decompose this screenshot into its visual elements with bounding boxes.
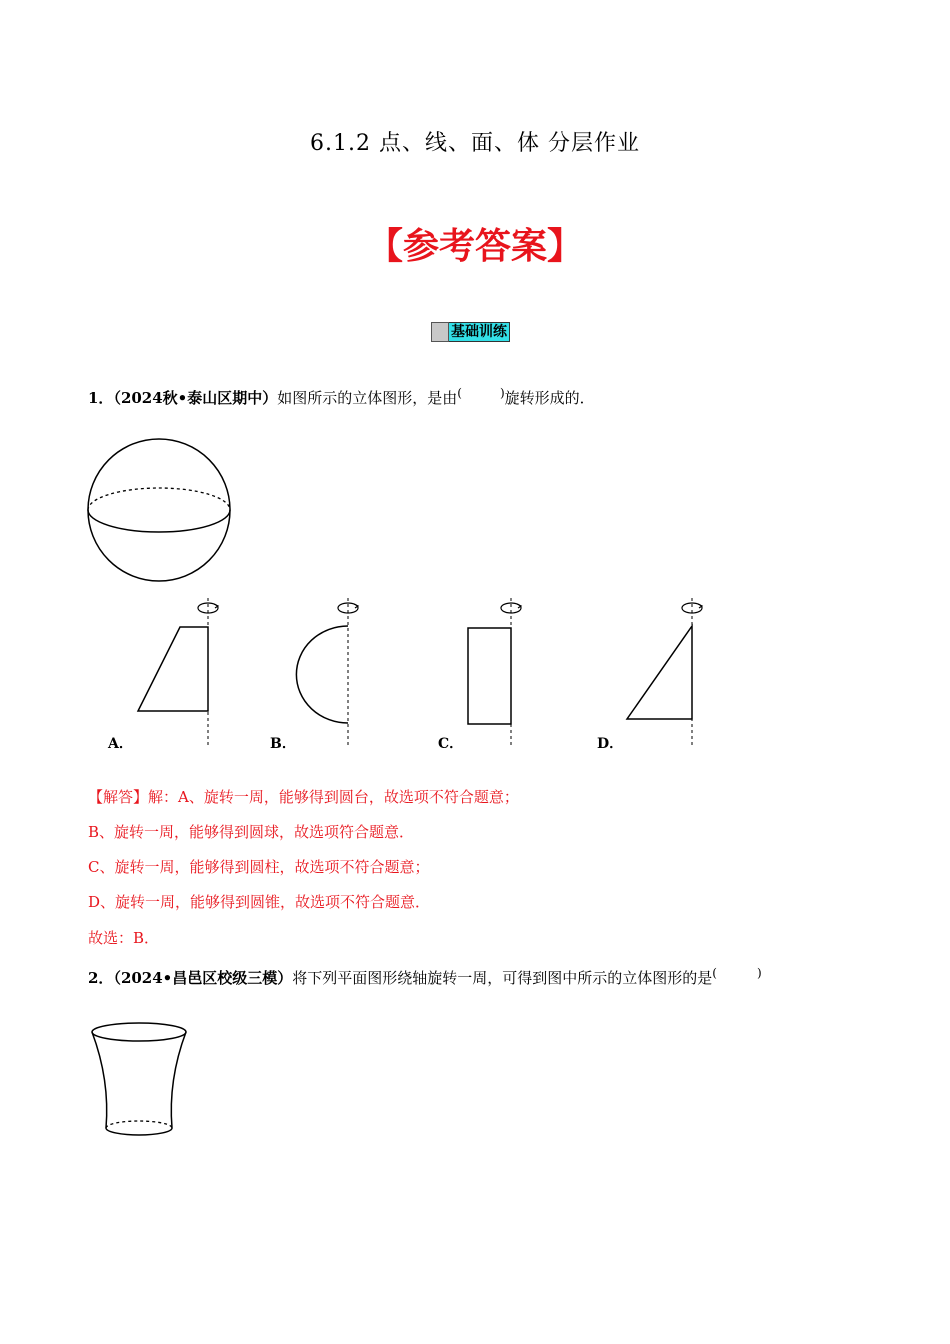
section-tag-marker <box>431 322 449 342</box>
solution-line-2: B、旋转一周，能够得到圆球，故选项符合题意． <box>88 823 415 841</box>
solution-line-4: D、旋转一周，能够得到圆锥，故选项不符合题意． <box>88 893 431 911</box>
question-2-paren-open: ( <box>712 966 717 980</box>
page-title: 6.1.2 点、线、面、体 分层作业 <box>310 131 640 156</box>
answer-heading: 【参考答案】 <box>366 226 583 267</box>
option-a-figure <box>130 596 240 751</box>
question-1-number: 1． <box>88 389 114 407</box>
question-2-text: 将下列平面图形绕轴旋转一周，可得到图中所示的立体图形的是 <box>292 969 713 987</box>
solution-line-3: C、旋转一周，能够得到圆柱，故选项不符合题意； <box>88 858 430 876</box>
question-2-number: 2． <box>88 969 114 987</box>
question-1-text: 如图所示的立体图形，是由 <box>277 389 458 407</box>
question-2-paren-close: ) <box>756 966 762 980</box>
cup-figure <box>86 1018 196 1142</box>
option-c-figure <box>460 596 540 751</box>
question-1-paren-open: ( <box>457 386 462 400</box>
question-1-paren-close: ) <box>499 386 505 400</box>
question-2 <box>88 966 762 988</box>
option-d-figure <box>620 596 710 751</box>
sphere-figure <box>80 432 240 592</box>
option-d-label: D． <box>597 736 624 752</box>
question-1-source: （2024秋•泰山区期中） <box>113 389 278 407</box>
solution-line-1: 【解答】解：A、旋转一周，能够得到圆台，故选项不符合题意； <box>88 788 519 806</box>
solution-conclusion: 故选：B． <box>88 929 160 947</box>
option-a-label: A． <box>108 736 133 752</box>
option-c-label: C． <box>438 736 464 752</box>
section-label: 基础训练 <box>449 322 510 342</box>
question-1-text-after: 旋转形成的． <box>504 389 595 407</box>
section-tag <box>431 322 510 342</box>
option-b-label: B． <box>270 736 296 752</box>
question-2-source: （2024•昌邑区校级三模） <box>113 969 293 987</box>
question-1 <box>88 386 595 408</box>
option-b-figure <box>290 596 370 751</box>
